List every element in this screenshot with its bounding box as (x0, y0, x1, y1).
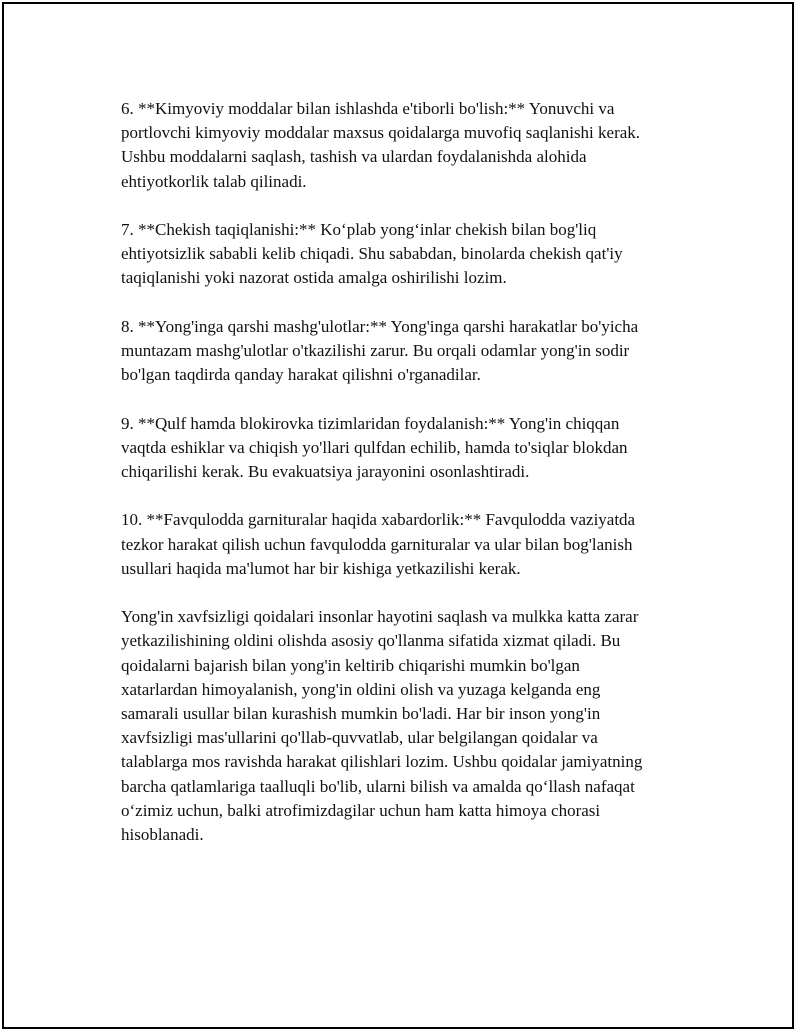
paragraph-item-6: 6. **Kimyoviy moddalar bilan ishlashda e'tiborli bo'lish:** Yonuvchi va portlovchi kimyoviy moddalar maxsus qoidalarga muvofiq saqlanishi kerak. Ushbu moddalarni saqlash, tashish va ulardan foydalanishda alohida ehtiyotkorlik talab qilinadi. (121, 99, 641, 191)
page-frame (2, 2, 794, 1029)
paragraph-item-8: 8. **Yong'inga qarshi mashg'ulotlar:** Yong'inga qarshi harakatlar bo'yicha muntazam mashg'ulotlar o'tkazilishi zarur. Bu orqali odamlar yong'in sodir bo'lgan taqdirda qanday harakat qilishni o'rganadilar. (121, 316, 639, 385)
paragraph-item-9: 9. **Qulf hamda blokirovka tizimlaridan foydalanish:** Yong'in chiqqan vaqtda eshiklar va chiqish yo'llari qulfdan echilib, hamda to'siqlar blokdan chiqarilishi kerak. Bu evakuatsiya jarayonini osonlashtiradi. (121, 413, 628, 481)
conclusion-paragraph: Yong'in xavfsizligi qoidalari insonlar hayotini saqlash va mulkka katta zarar yetkazilishining oldini olishda asosiy qo'llanma sifatida xizmat qiladi. Bu qoidalarni bajarish bilan yong'in keltirib chiqarishi mumkin bo'lgan xatarlardan himoyalanish, yong'in oldini olish va yuzaga kelganda eng samarali usullar bilan kurashish mumkin bo'ladi. Har bir inson yong'in xavfsizligi mas'ullarini qo'llab-quvvatlab, ular belgilangan qoidalar va talablarga mos ravishda harakat qilishlari lozim. Ushbu qoidalar jamiyatning barcha qatlamlariga taalluqli bo'lib, ularni bilish va amalda qo‘llash nafaqat o‘zimiz uchun, balki atrofimizdagilar uchun ham katta himoya chorasi hisoblanadi. (121, 607, 643, 845)
paragraph-item-10: 10. **Favqulodda garnituralar haqida xabardorlik:** Favqulodda vaziyatda tezkor harakat qilish uchun favqulodda garnituralar va ular bilan bog'lanish usullari haqida ma'lumot har bir kishiga yetkazilishi kerak. (121, 510, 636, 578)
paragraph-item-7: 7. **Chekish taqiqlanishi:** Ko‘plab yong‘inlar chekish bilan bog'liq ehtiyotsizlik sababli kelib chiqadi. Shu sababdan, binolarda chekish qat'iy taqiqlanishi yoki nazorat ostida amalga oshirilishi lozim. (121, 220, 623, 288)
document-body (121, 97, 721, 871)
